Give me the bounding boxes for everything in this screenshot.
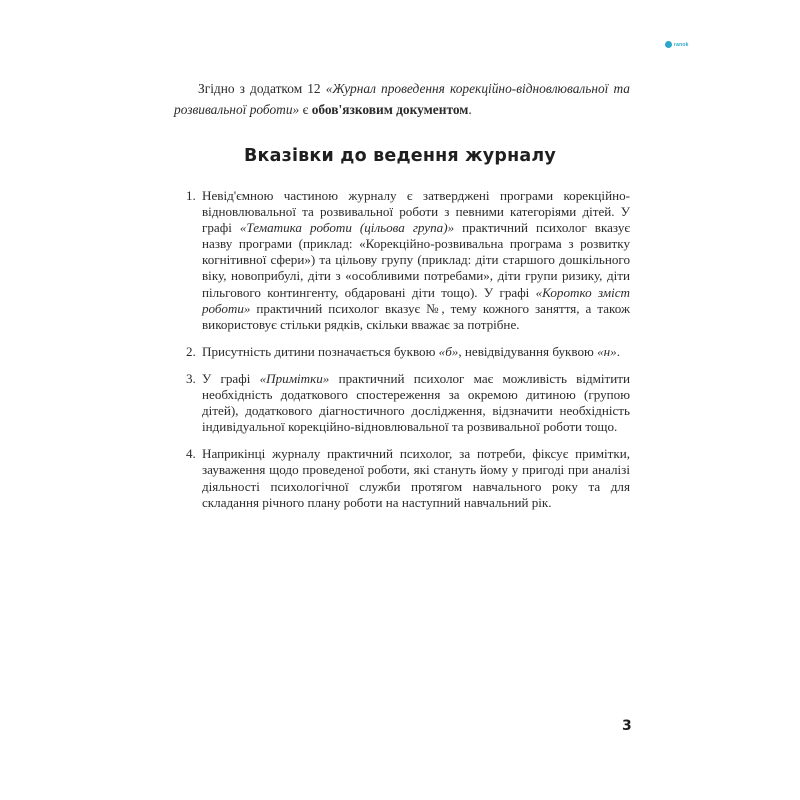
intro-paragraph — [174, 78, 630, 120]
list-item-emphasis: «Коротко зміст роботи» — [202, 284, 630, 316]
list-item-text: практичний психолог вказує назву програми (приклад: «Корекційно-розвивальна програма з розвитку когнітивної сфери») та цільову групу (приклад: діти старшого дошкільного віку, новоприбулі, діти з «особливими потребами», діти групи ризику, діти пільгового контингенту, обдаровані діти тощо). У графі — [202, 220, 631, 300]
publisher-logo — [665, 41, 689, 48]
section-heading: Вказівки до ведення журналу — [243, 146, 557, 166]
list-item-text: практичний психолог має можливість відмітити необхідність додаткового спостереження за окремою дитиною (групою дітей), додаткового діагностичного дослідження, відзначити необхідність індивідуальної корекційно-відновлювальної та розвивальної роботи тощо. — [202, 370, 631, 435]
instructions-list — [186, 188, 630, 522]
list-item — [186, 371, 630, 435]
list-item-text: , невідвідування буквою — [458, 343, 598, 359]
list-item-text: практичний психолог вказує №, тему кожного заняття, а також використовує стільки рядків, скільки вважає за потрібне. — [202, 300, 630, 332]
list-item-text: У графі — [202, 370, 260, 386]
list-item-emphasis: «б» — [438, 343, 459, 359]
list-item — [186, 188, 630, 333]
page-number: 3 — [622, 718, 632, 734]
list-item-text: Присутність дитини позначається буквою — [202, 343, 439, 359]
list-item-emphasis: «н» — [597, 343, 617, 359]
list-item-number: 2. — [186, 343, 196, 359]
list-item-number: 4. — [186, 446, 196, 462]
publisher-logo-icon — [665, 41, 672, 48]
list-item-text: Наприкінці журналу практичний психолог, за потреби, фіксує примітки, зауваження щодо проведеної роботи, які стануть йому у пригоді при аналізі діяльності психологічної служби протягом навчального року та для складання річного плану роботи на наступний навчальний рік. — [202, 446, 630, 510]
list-item-number: 3. — [186, 370, 196, 386]
list-item-text: . — [616, 343, 620, 359]
intro-journal-title: «Журнал проведення корекційно-відновлювальної та розвивальної роботи» — [174, 81, 630, 117]
intro-text: є — [299, 102, 312, 117]
intro-text: Згідно з додатком 12 — [198, 81, 326, 96]
list-item — [186, 344, 630, 360]
list-item-text: Невід'ємною частиною журналу є затверджені програми корекційно-відновлювальної та розвивальної роботи з певними категоріями дітей. У графі — [202, 188, 630, 236]
list-item — [186, 446, 630, 510]
intro-text: . — [468, 102, 472, 117]
list-item-emphasis: «Тематика роботи (цільова група)» — [239, 220, 455, 236]
list-item-emphasis: «Примітки» — [259, 370, 330, 386]
publisher-logo-text: ranok — [674, 41, 689, 48]
intro-bold-text: обов'язковим документом — [311, 102, 469, 117]
list-item-number: 1. — [186, 188, 196, 203]
